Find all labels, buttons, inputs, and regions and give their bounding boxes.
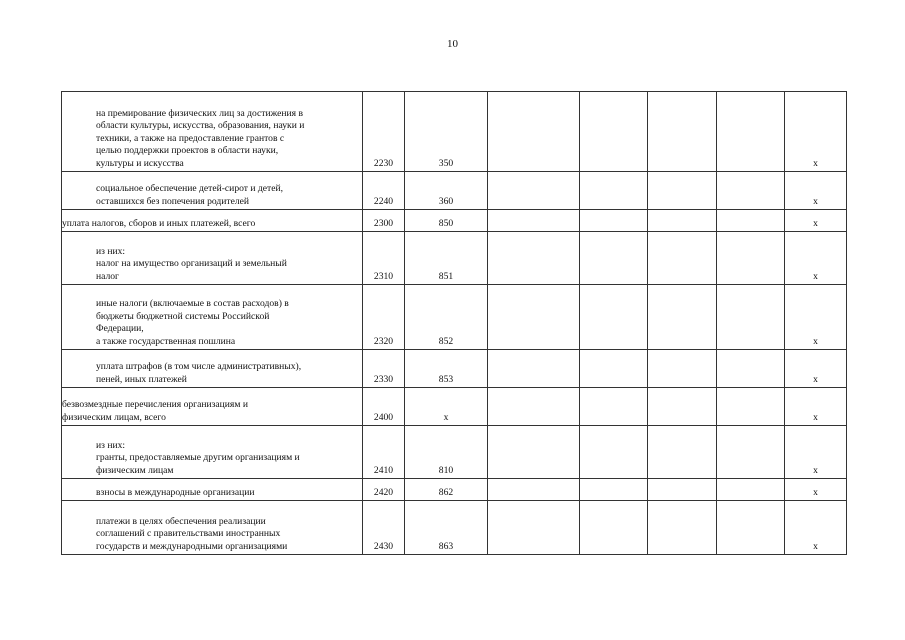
row-value-cell — [648, 479, 717, 501]
row-value-cell — [580, 426, 648, 479]
row-kosgu-text: 810 — [438, 464, 454, 476]
row-value-cell — [717, 388, 785, 426]
row-description-text: уплата налогов, сборов и иных платежей, всего — [62, 217, 256, 229]
row-description-text: из них: гранты, предоставляемые другим организациям и физическим лицам — [96, 439, 300, 476]
row-kosgu — [405, 232, 488, 285]
row-value-cell — [580, 210, 648, 232]
row-code-text: 2420 — [373, 486, 394, 498]
row-value-cell — [717, 426, 785, 479]
row-kosgu — [405, 285, 488, 350]
row-kosgu-text: 360 — [438, 195, 454, 207]
row-kosgu-text: 850 — [438, 217, 454, 229]
row-description-text: иные налоги (включаемые в состав расходов) в бюджеты бюджетной системы Российской Федерации, а также государственная пошлина — [96, 298, 289, 347]
row-code-text: 2330 — [373, 373, 394, 385]
row-mark-text: x — [813, 486, 818, 498]
row-code-text: 2430 — [373, 540, 394, 552]
row-value-cell — [648, 501, 717, 555]
row-kosgu-text: 853 — [438, 373, 454, 385]
row-code-text: 2320 — [373, 335, 394, 347]
row-mark — [785, 232, 847, 285]
row-description — [62, 210, 363, 232]
row-value-cell — [717, 285, 785, 350]
row-code — [363, 479, 405, 501]
table-row — [62, 501, 847, 555]
row-mark — [785, 172, 847, 210]
row-mark-text: x — [813, 217, 818, 229]
row-value-cell — [648, 350, 717, 388]
row-description — [62, 479, 363, 501]
row-value-cell — [488, 210, 580, 232]
row-kosgu — [405, 426, 488, 479]
row-code — [363, 285, 405, 350]
row-value-cell — [580, 388, 648, 426]
row-value-cell — [580, 501, 648, 555]
row-value-cell — [717, 210, 785, 232]
table-row — [62, 232, 847, 285]
row-value-cell — [717, 501, 785, 555]
row-value-cell — [488, 232, 580, 285]
row-mark — [785, 479, 847, 501]
row-mark-text: x — [813, 270, 818, 282]
table-row — [62, 388, 847, 426]
row-description — [62, 501, 363, 555]
expenses-table — [61, 91, 847, 555]
row-value-cell — [488, 426, 580, 479]
row-value-cell — [580, 479, 648, 501]
row-value-cell — [717, 232, 785, 285]
row-kosgu — [405, 350, 488, 388]
row-description-text: социальное обеспечение детей-сирот и детей, оставшихся без попечения родителей — [96, 183, 284, 207]
row-mark-text: x — [813, 411, 818, 423]
row-value-cell — [488, 388, 580, 426]
row-value-cell — [488, 285, 580, 350]
row-value-cell — [488, 350, 580, 388]
row-value-cell — [717, 350, 785, 388]
row-kosgu — [405, 388, 488, 426]
row-value-cell — [488, 92, 580, 172]
row-value-cell — [580, 172, 648, 210]
row-mark-text: x — [813, 335, 818, 347]
row-value-cell — [648, 210, 717, 232]
row-value-cell — [580, 92, 648, 172]
row-value-cell — [648, 92, 717, 172]
row-kosgu — [405, 210, 488, 232]
row-mark-text: x — [813, 195, 818, 207]
row-value-cell — [488, 172, 580, 210]
row-description — [62, 232, 363, 285]
row-kosgu — [405, 172, 488, 210]
row-description — [62, 172, 363, 210]
row-value-cell — [580, 285, 648, 350]
row-description-text: взносы в международные организации — [96, 486, 255, 498]
row-mark — [785, 285, 847, 350]
row-description-text: безвозмездные перечисления организациям и физическим лицам, всего — [62, 399, 248, 423]
table-row — [62, 479, 847, 501]
row-code — [363, 232, 405, 285]
row-kosgu-text: 851 — [438, 270, 454, 282]
row-code — [363, 426, 405, 479]
row-value-cell — [580, 350, 648, 388]
table-body — [62, 92, 847, 555]
row-code — [363, 92, 405, 172]
table-row — [62, 210, 847, 232]
row-kosgu-text: 862 — [438, 486, 454, 498]
row-value-cell — [717, 479, 785, 501]
row-kosgu — [405, 92, 488, 172]
row-description-text: уплата штрафов (в том числе административных), пеней, иных платежей — [96, 361, 302, 385]
row-mark — [785, 426, 847, 479]
row-code-text: 2230 — [373, 157, 394, 169]
row-value-cell — [648, 426, 717, 479]
row-mark — [785, 92, 847, 172]
row-code-text: 2240 — [373, 195, 394, 207]
table-row — [62, 350, 847, 388]
row-value-cell — [717, 92, 785, 172]
row-description — [62, 350, 363, 388]
row-mark-text: x — [813, 373, 818, 385]
row-code — [363, 350, 405, 388]
row-kosgu-text: x — [443, 411, 449, 423]
row-value-cell — [580, 232, 648, 285]
row-mark — [785, 501, 847, 555]
table-row — [62, 92, 847, 172]
row-value-cell — [648, 172, 717, 210]
row-code-text: 2400 — [373, 411, 394, 423]
row-code — [363, 501, 405, 555]
row-description — [62, 92, 363, 172]
row-code — [363, 172, 405, 210]
row-value-cell — [488, 501, 580, 555]
row-code-text: 2310 — [373, 270, 394, 282]
row-description-text: платежи в целях обеспечения реализации соглашений с правительствами иностранных государств и международными организациями — [96, 515, 288, 552]
table-row — [62, 172, 847, 210]
row-mark-text: x — [813, 464, 818, 476]
row-kosgu — [405, 501, 488, 555]
row-mark — [785, 210, 847, 232]
table-row — [62, 285, 847, 350]
row-description-text: на премирование физических лиц за достижения в области культуры, искусства, образования, науки и техники, а также на предоставление грантов с целью поддержки проектов в области науки, культуры и искусства — [96, 107, 305, 169]
row-value-cell — [648, 285, 717, 350]
row-value-cell — [648, 232, 717, 285]
row-description — [62, 388, 363, 426]
page-number: 10 — [447, 38, 458, 50]
row-description — [62, 426, 363, 479]
row-mark-text: x — [813, 157, 818, 169]
row-kosgu-text: 350 — [438, 157, 454, 169]
row-description — [62, 285, 363, 350]
row-description-text: из них: налог на имущество организаций и земельный налог — [96, 245, 287, 282]
row-code — [363, 388, 405, 426]
row-kosgu — [405, 479, 488, 501]
row-kosgu-text: 863 — [438, 540, 454, 552]
row-code — [363, 210, 405, 232]
row-code-text: 2300 — [373, 217, 394, 229]
row-value-cell — [648, 388, 717, 426]
table-row — [62, 426, 847, 479]
row-mark — [785, 388, 847, 426]
row-value-cell — [717, 172, 785, 210]
row-mark — [785, 350, 847, 388]
row-kosgu-text: 852 — [438, 335, 454, 347]
row-code-text: 2410 — [373, 464, 394, 476]
row-mark-text: x — [813, 540, 818, 552]
row-value-cell — [488, 479, 580, 501]
